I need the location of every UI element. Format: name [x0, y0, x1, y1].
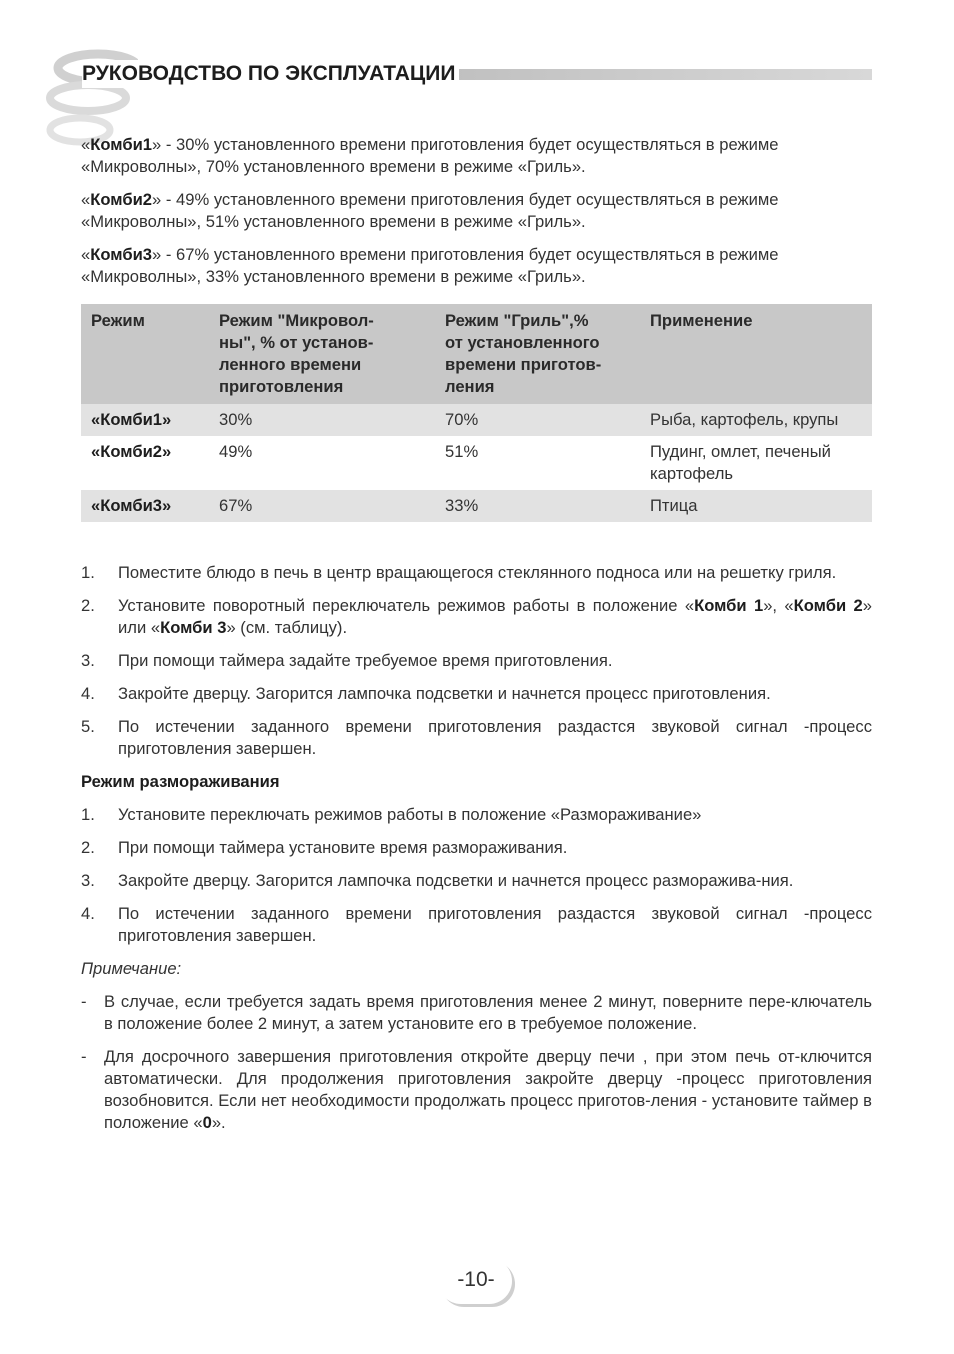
page-title: РУКОВОДСТВО ПО ЭКСПЛУАТАЦИИ [82, 60, 459, 88]
header-grill: Режим "Гриль",% от установленного времени приготов- ления [435, 304, 640, 404]
header-microwave: Режим "Микровол- ны", % от установ- ленного времени приготовления [209, 304, 435, 404]
list-item: 2. При помощи таймера установите время размораживания. [81, 838, 568, 857]
intro-paragraph-combi1: «Комби1» - 30% установленного времени приготовления будет осуществляться в режиме «Микроволны», 70% установленного времени в режиме «Гриль». [81, 135, 779, 176]
list-item: 2. Установите поворотный переключатель режимов работы в положение «Комби 1», «Комби 2» или «Комби 3» (см. таблицу). [81, 596, 872, 637]
intro-paragraph-combi3: «Комби3» - 67% установленного времени приготовления будет осуществляться в режиме «Микроволны», 33% установленного времени в режиме «Гриль». [81, 245, 779, 286]
combi-modes-table [81, 304, 872, 522]
note-list [81, 991, 872, 1134]
intro-paragraph-combi2: «Комби2» - 49% установленного времени приготовления будет осуществляться в режиме «Микроволны», 51% установленного времени в режиме «Гриль». [81, 190, 779, 231]
table-row: «Комби2» 49% 51% Пудинг, омлет, печеный картофель [91, 442, 831, 483]
mode-name: Комби1 [90, 135, 153, 154]
list-item: 5. По истечении заданного времени приготовления раздастся звуковой сигнал -процесс приготовления завершен. [81, 717, 872, 758]
list-item: 3. При помощи таймера задайте требуемое время приготовления. [81, 651, 613, 670]
page-number: -10- [438, 1258, 520, 1312]
list-item: 1. Установите переключать режимов работы в положение «Размораживание» [81, 805, 702, 824]
table-row: «Комби3» 67% 33% Птица [81, 490, 872, 522]
list-item: 4. Закройте дверцу. Загорится лампочка подсветки и начнется процесс приготовления. [81, 684, 771, 703]
header-mode: Режим [81, 304, 209, 404]
list-item: 3. Закройте дверцу. Загорится лампочка подсветки и начнется процесс разморажива-ния. [81, 871, 794, 890]
page-content [81, 134, 872, 1145]
header-usage: Применение [640, 304, 872, 404]
defrost-steps-list [81, 804, 872, 947]
list-item: 4. По истечении заданного времени приготовления раздастся звуковой сигнал -процесс приготовления завершен. [81, 904, 872, 945]
list-item: 1. Поместите блюдо в печь в центр вращающегося стеклянного подноса или на решетку гриля. [81, 563, 837, 582]
list-item: - В случае, если требуется задать время приготовления менее 2 минут, поверните пере-ключатель в положение более 2 минут, а затем установите его в требуемое положение. [81, 992, 872, 1033]
list-item: - Для досрочного завершения приготовления откройте дверцу печи , при этом печь от-ключится автоматически. Для продолжения приготовления закройте дверцу -процесс приготовления возобновится. Если нет необходимости продолжать процесс приготов-ления - установите таймер в положение «0». [81, 1047, 872, 1132]
table-header-row [81, 304, 872, 404]
note-heading: Примечание: [81, 959, 182, 978]
table-row: «Комби1» 30% 70% Рыба, картофель, крупы [81, 404, 872, 436]
mode-name: Комби2 [90, 190, 153, 209]
page-header [82, 60, 872, 88]
combi-steps-list [81, 562, 872, 760]
mode-name: Комби3 [90, 245, 153, 264]
defrost-heading: Режим размораживания [81, 772, 280, 791]
